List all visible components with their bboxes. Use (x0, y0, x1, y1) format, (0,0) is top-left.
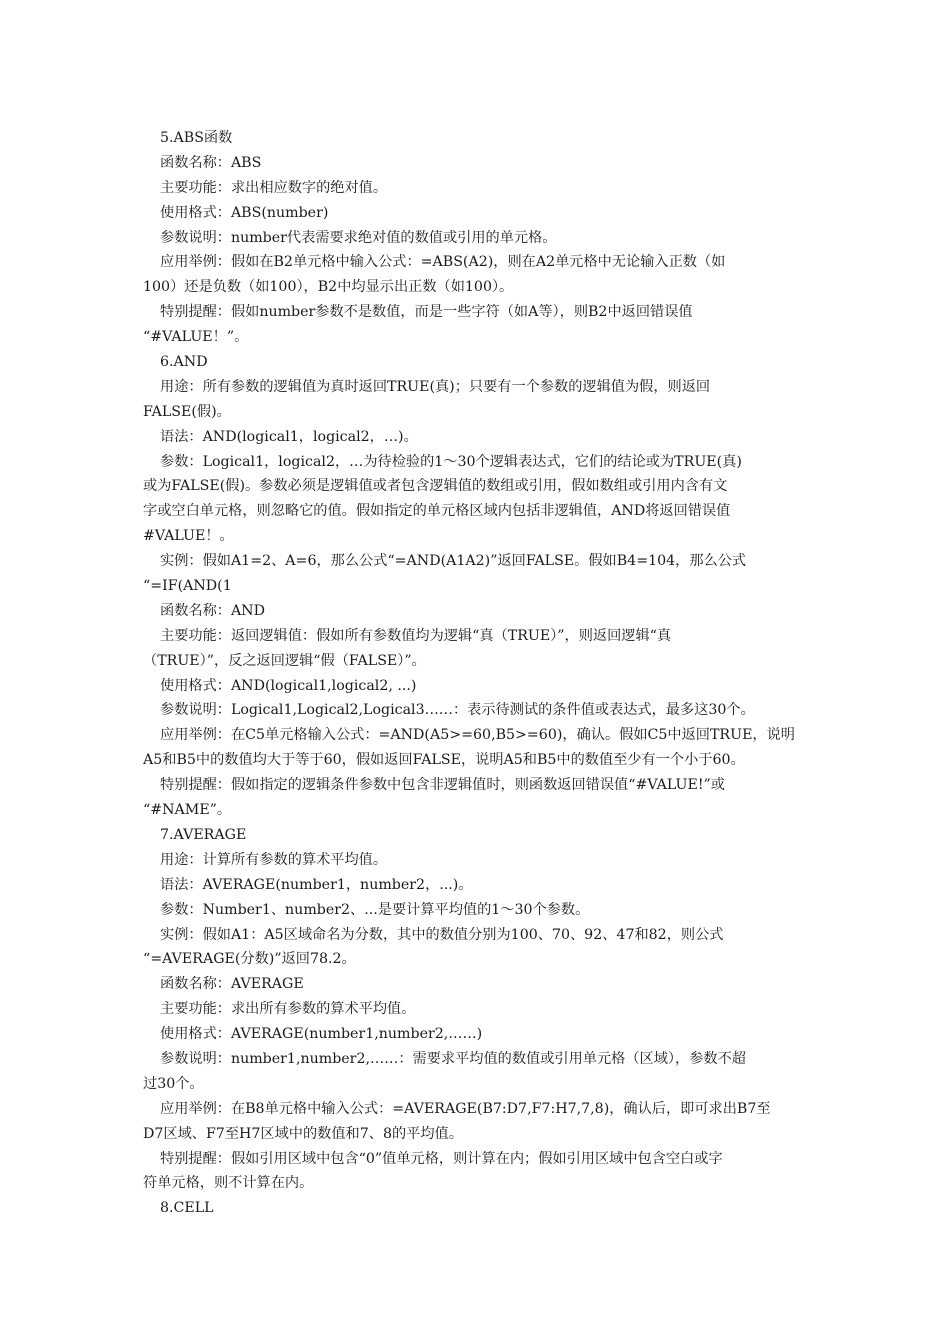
text-line: 语法：AND(logical1，logical2，…)。 (160, 428, 418, 445)
text-line: 应用举例：假如在B2单元格中输入公式：=ABS(A2)，则在A2单元格中无论输入正数（如 (160, 254, 726, 271)
section-heading-and: 6.AND (160, 354, 208, 371)
text-line: 函数名称：ABS (160, 154, 262, 171)
text-line: 使用格式：AND(logical1,logical2, ...) (160, 677, 417, 694)
text-line: “=IF(AND(1 (143, 578, 232, 595)
text-line: FALSE(假)。 (143, 403, 231, 420)
text-line: 主要功能：求出相应数字的绝对值。 (160, 179, 388, 196)
text-line: 或为FALSE(假)。参数必须是逻辑值或者包含逻辑值的数组或引用，假如数组或引用内含有文 (143, 478, 728, 495)
text-line: 用途：计算所有参数的算术平均值。 (160, 851, 388, 868)
text-line: 参数：Number1、number2、...是要计算平均值的1～30个参数。 (160, 901, 590, 918)
text-line: A5和B5中的数值均大于等于60，假如返回FALSE，说明A5和B5中的数值至少有一个小于60。 (143, 752, 745, 769)
text-line: 参数：Logical1，logical2，…为待检验的1～30个逻辑表达式，它们的结论或为TRUE(真) (160, 453, 742, 470)
text-line: “#NAME”。 (143, 802, 232, 819)
text-line: 使用格式：ABS(number) (160, 204, 329, 221)
text-line: D7区域、F7至H7区域中的数值和7、8的平均值。 (143, 1125, 463, 1142)
text-line: “#VALUE！”。 (143, 329, 249, 346)
text-line: （TRUE）”，反之返回逻辑“假（FALSE）”。 (143, 652, 426, 669)
text-line: 参数说明：number1,number2,……：需要求平均值的数值或引用单元格（区域），参数不超 (160, 1050, 746, 1067)
text-line: 参数说明：Logical1,Logical2,Logical3……：表示待测试的条件值或表达式，最多这30个。 (160, 702, 755, 719)
section-heading-abs: 5.ABS函数 (160, 130, 233, 146)
text-line: 函数名称：AND (160, 602, 265, 619)
text-line: 特别提醒：假如指定的逻辑条件参数中包含非逻辑值时，则函数返回错误值“#VALUE!”或 (160, 777, 725, 794)
document-page (143, 126, 823, 1221)
section-heading-cell: 8.CELL (160, 1200, 214, 1217)
text-line: 字或空白单元格，则忽略它的值。假如指定的单元格区域内包括非逻辑值，AND将返回错误值 (143, 503, 731, 520)
section-heading-average: 7.AVERAGE (160, 826, 247, 843)
text-line: 参数说明：number代表需要求绝对值的数值或引用的单元格。 (160, 229, 557, 246)
text-line: 语法：AVERAGE(number1，number2，...)。 (160, 876, 473, 893)
text-line: 过30个。 (143, 1075, 204, 1092)
text-line: 特别提醒：假如number参数不是数值，而是一些字符（如A等），则B2中返回错误值 (160, 304, 693, 321)
text-line: 特别提醒：假如引用区域中包含“0”值单元格，则计算在内；假如引用区域中包含空白或字 (160, 1150, 723, 1167)
text-line: 用途：所有参数的逻辑值为真时返回TRUE(真)；只要有一个参数的逻辑值为假，则返回 (160, 378, 711, 395)
text-line: 主要功能：返回逻辑值：假如所有参数值均为逻辑“真（TRUE）”，则返回逻辑“真 (160, 627, 672, 644)
text-line: 符单元格，则不计算在内。 (143, 1175, 314, 1192)
text-line: 主要功能：求出所有参数的算术平均值。 (160, 1001, 416, 1018)
text-line: #VALUE！。 (143, 528, 234, 545)
text-line: 实例：假如A1：A5区域命名为分数，其中的数值分别为100、70、92、47和82，则公式 (160, 926, 724, 943)
text-line: “=AVERAGE(分数)”返回78.2。 (143, 951, 356, 968)
text-line: 实例：假如A1=2、A=6，那么公式“=AND(A1A2)”返回FALSE。假如B4=104，那么公式 (160, 553, 747, 570)
text-line: 函数名称：AVERAGE (160, 976, 304, 993)
text-line: 100）还是负数（如100），B2中均显示出正数（如100）。 (143, 279, 514, 296)
text-line: 应用举例：在B8单元格中输入公式：=AVERAGE(B7:D7,F7:H7,7,8)，确认后，即可求出B7至 (160, 1100, 771, 1117)
text-line: 使用格式：AVERAGE(number1,number2,……) (160, 1026, 483, 1043)
text-line: 应用举例：在C5单元格输入公式：=AND(A5>=60,B5>=60)，确认。假如C5中返回TRUE，说明 (160, 727, 795, 744)
